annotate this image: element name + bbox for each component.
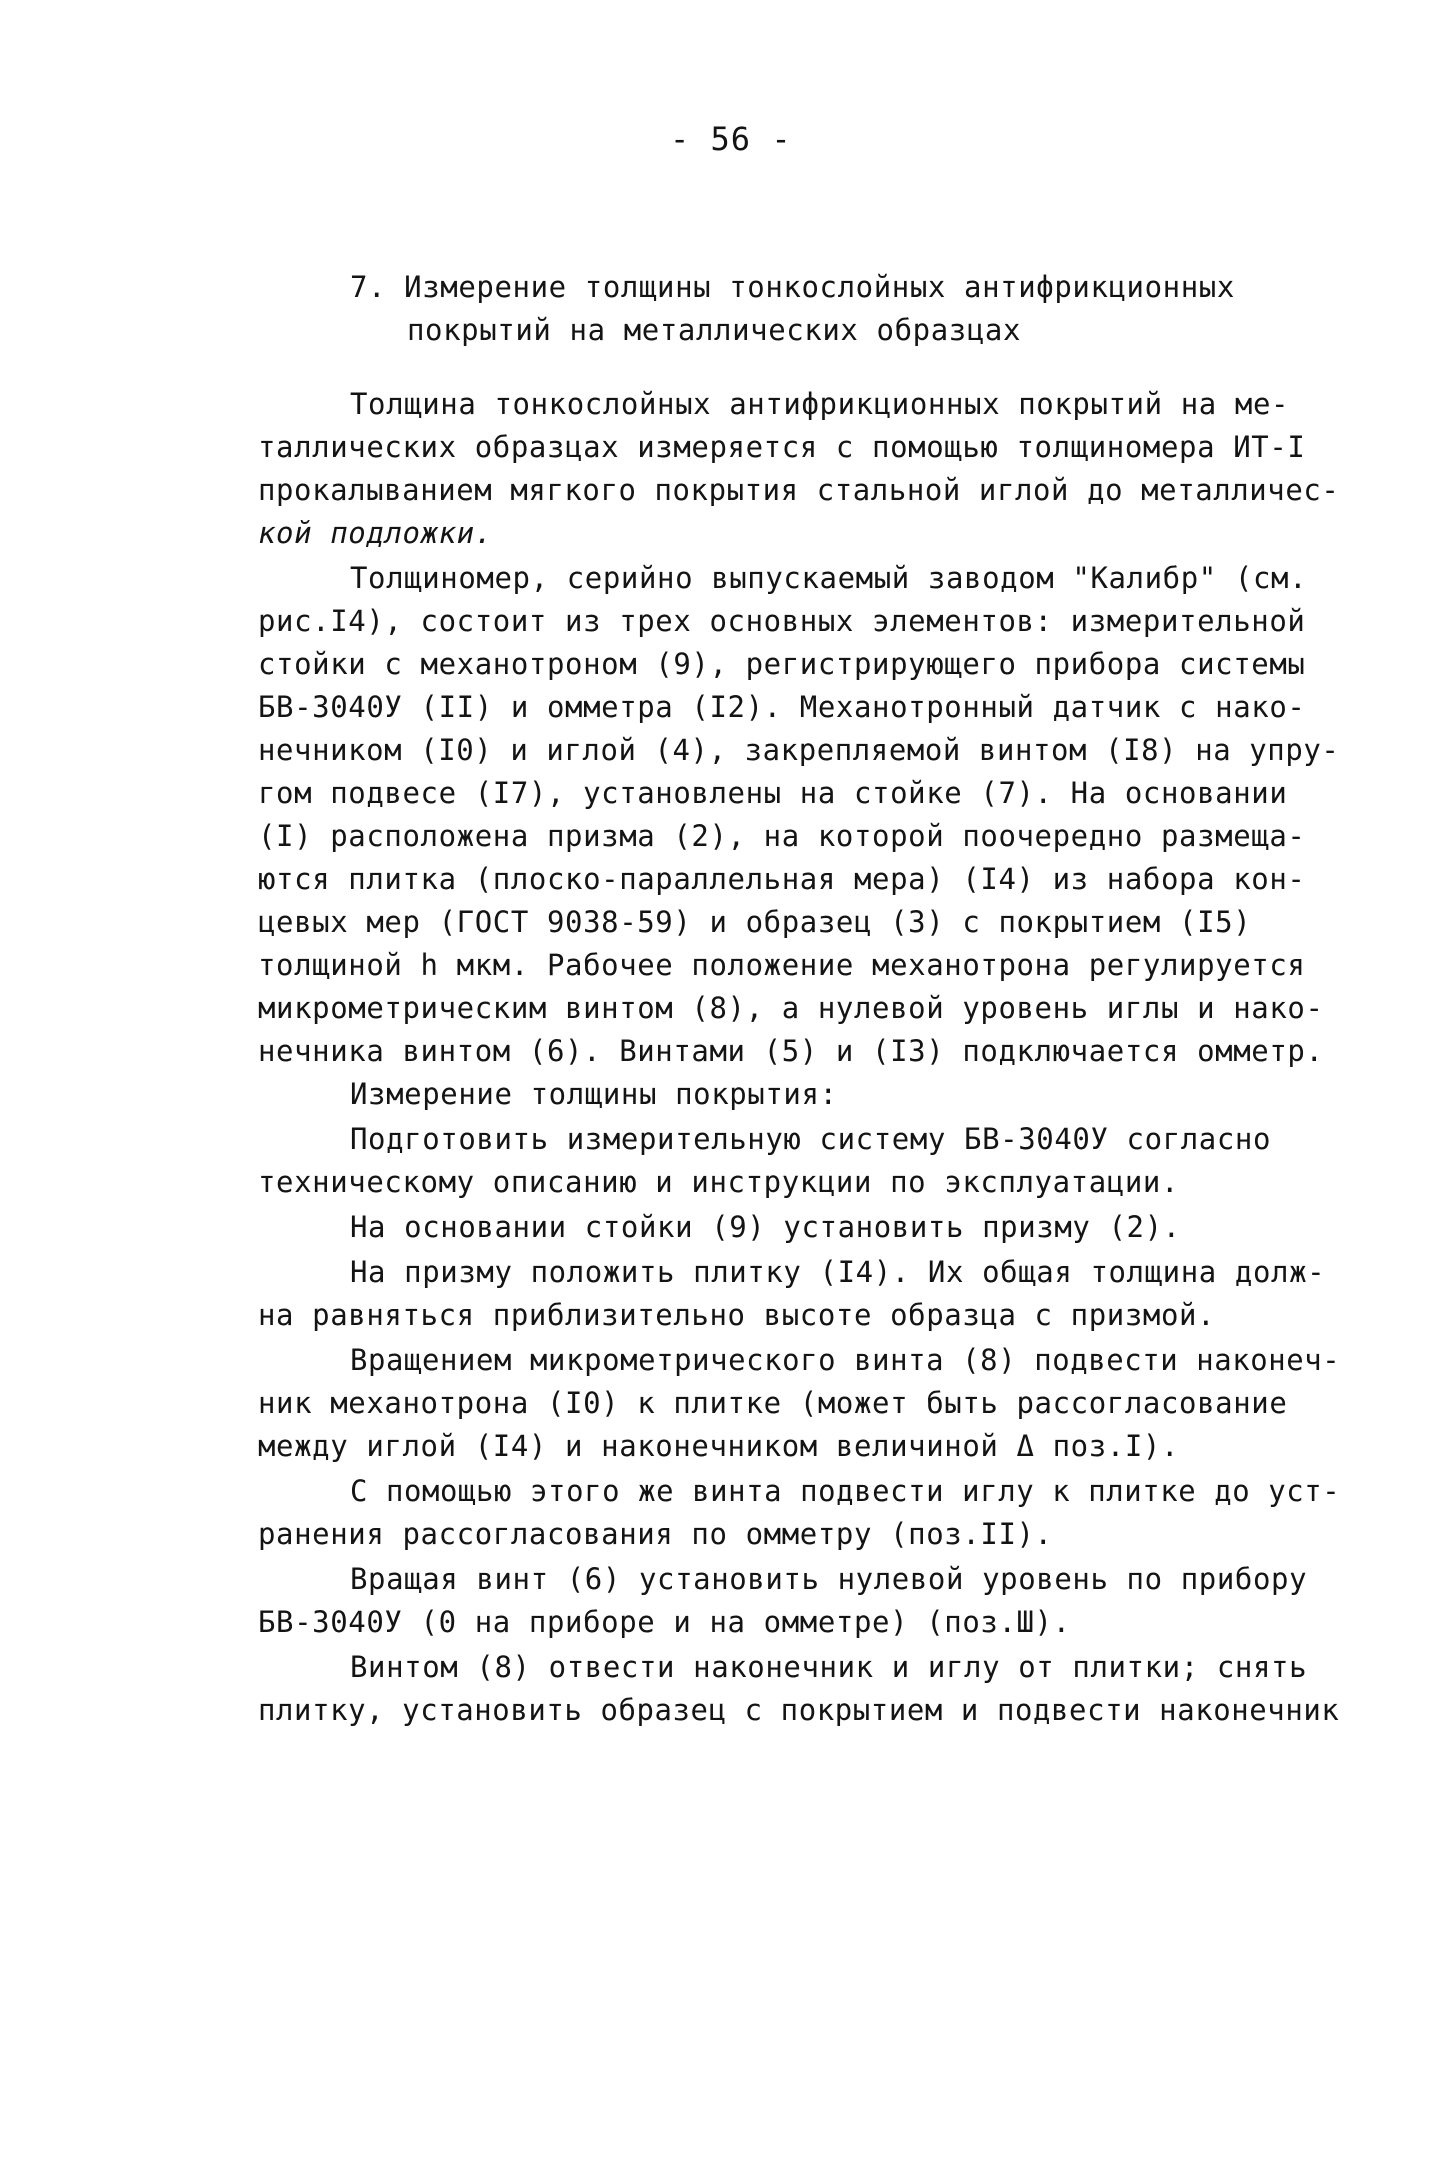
paragraph-line: (I) расположена призма (2), на которой поочередно размеща-	[258, 819, 1306, 853]
paragraph-line: на равняться приблизительно высоте образца с призмой.	[258, 1298, 1216, 1332]
paragraph-line: толщиной h мкм. Рабочее положение механотрона регулируется	[258, 948, 1306, 982]
paragraph-line: техническому описанию и инструкции по эксплуатации.	[258, 1165, 1180, 1199]
paragraph-line: С помощью этого же винта подвести иглу к плитке до уст-	[350, 1474, 1341, 1508]
paragraph-line: Толщиномер, серийно выпускаемый заводом "Калибр" (см.	[350, 561, 1308, 595]
section-heading-line: покрытий на металлических образцах	[407, 313, 1022, 347]
paragraph-line: рис.I4), состоит из трех основных элементов: измерительной	[258, 604, 1306, 638]
paragraph-line: ник механотрона (I0) к плитке (может быть рассогласование	[258, 1386, 1288, 1420]
paragraph-line: кой подложки.	[258, 516, 493, 550]
paragraph-line: нечником (I0) и иглой (4), закрепляемой винтом (I8) на упру-	[258, 733, 1340, 767]
paragraph-line: цевых мер (ГОСТ 9038-59) и образец (3) с покрытием (I5)	[258, 905, 1252, 939]
paragraph-line: Толщина тонкослойных антифрикционных покрытий на ме-	[350, 387, 1290, 421]
paragraph-line: На призму положить плитку (I4). Их общая толщина долж-	[350, 1255, 1326, 1289]
paragraph-line: прокалыванием мягкого покрытия стальной иглой до металличес-	[258, 473, 1340, 507]
paragraph-line: нечника винтом (6). Винтами (5) и (I3) подключается омметр.	[258, 1034, 1324, 1068]
paragraph-line: Винтом (8) отвести наконечник и иглу от плитки; снять	[350, 1650, 1308, 1684]
paragraph-line: стойки с механотроном (9), регистрирующего прибора системы	[258, 647, 1306, 681]
paragraph-line: ются плитка (плоско-параллельная мера) (I4) из набора кон-	[258, 862, 1306, 896]
paragraph-line: Измерение толщины покрытия:	[350, 1077, 838, 1111]
paragraph-line: Вращением микрометрического винта (8) подвести наконеч-	[350, 1343, 1341, 1377]
paragraph-line: таллических образцах измеряется с помощью толщиномера ИТ-I	[258, 430, 1306, 464]
paragraph-line: БВ-3040У (II) и омметра (I2). Механотронный датчик с нако-	[258, 690, 1306, 724]
paragraph-line: между иглой (I4) и наконечником величиной Δ поз.I).	[258, 1429, 1180, 1463]
paragraph-line: На основании стойки (9) установить призму (2).	[350, 1210, 1181, 1244]
section-heading-line: 7. Измерение толщины тонкослойных антифрикционных	[350, 270, 1235, 304]
paragraph-line: плитку, установить образец с покрытием и подвести наконечник	[258, 1693, 1340, 1727]
page-number: - 56 -	[670, 120, 792, 158]
paragraph-line: Подготовить измерительную систему БВ-3040У согласно	[350, 1122, 1272, 1156]
paragraph-line: гом подвесе (I7), установлены на стойке (7). На основании	[258, 776, 1288, 810]
paragraph-line: ранения рассогласования по омметру (поз.II).	[258, 1517, 1053, 1551]
paragraph-line: Вращая винт (6) установить нулевой уровень по прибору	[350, 1562, 1308, 1596]
paragraph-line: БВ-3040У (0 на приборе и на омметре) (поз.Ш).	[258, 1605, 1071, 1639]
paragraph-line: микрометрическим винтом (8), а нулевой уровень иглы и нако-	[258, 991, 1324, 1025]
